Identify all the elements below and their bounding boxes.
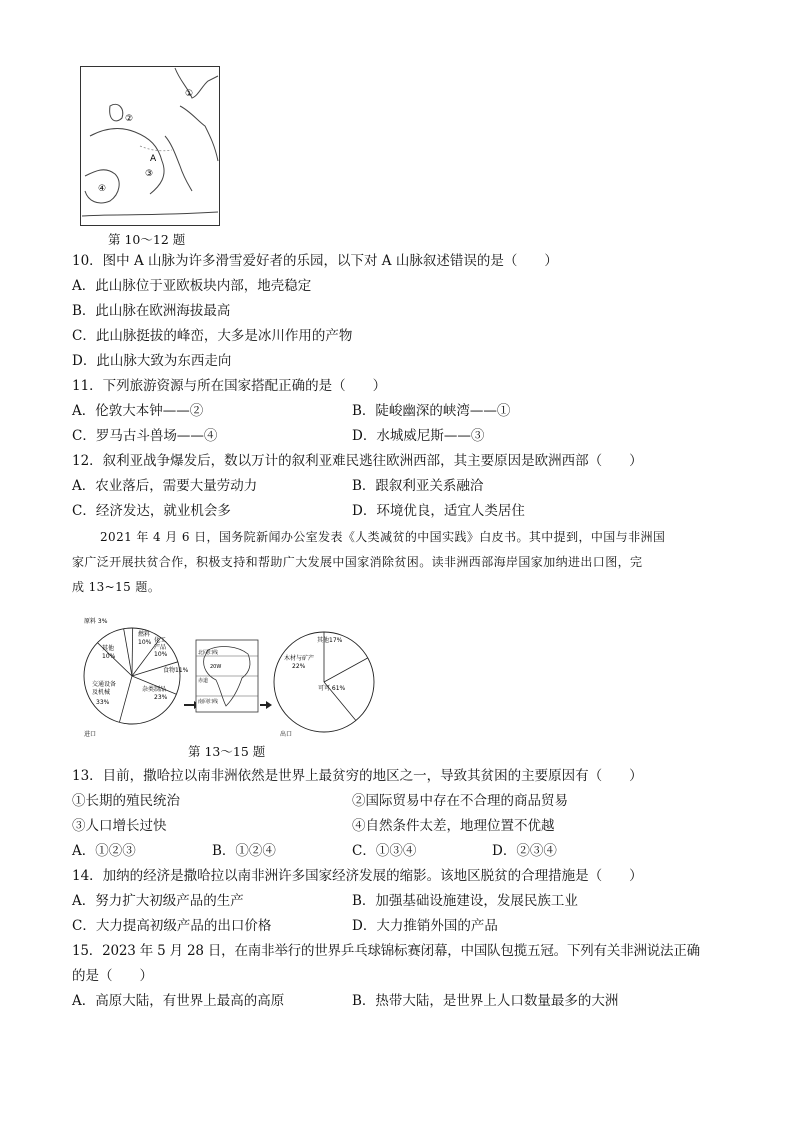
q15-stem-line-2: 的是（ ） <box>72 968 153 984</box>
q10-stem: 10．图中 A 山脉为许多滑雪爱好者的乐园，以下对 A 山脉叙述错误的是（ ） <box>72 253 558 269</box>
intro-line-1: 2021 年 4 月 6 日，国务院新闻办公室发表《人类减贫的中国实践》白皮书。其中提到，中国与非洲国 <box>100 530 666 544</box>
q12-stem: 12．叙利亚战争爆发后，数以万计的叙利亚难民逃往欧洲西部，其主要原因是欧洲西部（ ） <box>72 453 643 469</box>
q14-option-b: B．加强基础设施建设，发展民族工业 <box>352 893 578 909</box>
import-title: 进口 <box>84 731 97 738</box>
q13-item-2: ②国际贸易中存在不合理的商品贸易 <box>352 793 568 809</box>
q15-stem-line-1: 15．2023 年 5 月 28 日，在南非举行的世界乒乓球锦标赛闭幕，中国队包揽五冠。下列有关非洲说法正确 <box>72 943 700 959</box>
export-label-wood-2: 22% <box>292 663 306 670</box>
q13-option-c: C．①③④ <box>352 843 417 859</box>
arrow-2-head <box>266 701 272 709</box>
africa-map <box>196 640 258 712</box>
q10-option-a: A．此山脉位于亚欧板块内部，地壳稳定 <box>72 278 312 294</box>
import-label-trans-2: 及机械 <box>92 689 111 696</box>
map-label-a: A <box>150 154 157 164</box>
q13-option-a: A．①②③ <box>72 843 136 859</box>
q13-option-b: B．①②④ <box>212 843 276 859</box>
africa-label-tropic-s: 南回归线 <box>198 699 219 705</box>
intro-line-2: 家广泛开展扶贫合作，积极支持和帮助广大发展中国家消除贫困。读非洲西部海岸国家加纳进出口图，完 <box>72 555 643 569</box>
map-label-2: ② <box>125 114 134 124</box>
q12-option-c: C．经济发达，就业机会多 <box>72 503 231 519</box>
europe-map <box>80 66 220 226</box>
map-label-3: ③ <box>145 169 154 179</box>
import-label-fuel: 燃料 <box>138 631 151 638</box>
export-pie <box>274 632 374 732</box>
import-label-other-pct: 10% <box>102 653 116 660</box>
import-label-raw: 原料 3% <box>84 618 108 625</box>
q10-option-d: D．此山脉大致为东西走向 <box>72 353 232 369</box>
q10-option-b: B．此山脉在欧洲海拔最高 <box>72 303 231 319</box>
import-label-misc-pct: 23% <box>154 694 168 701</box>
q13-option-d: D．②③④ <box>492 843 557 859</box>
import-label-fuel-pct: 10% <box>138 639 152 646</box>
import-label-chem-pct: 10% <box>154 651 168 658</box>
map-label-4: ④ <box>98 184 107 194</box>
export-label-cocoa: 可可 61% <box>318 685 346 692</box>
export-label-wood-1: 木材与矿产 <box>284 655 315 662</box>
q15-option-b: B．热带大陆，是世界上人口数量最多的大洲 <box>352 993 619 1009</box>
q11-option-d: D．水城威尼斯——③ <box>352 428 485 444</box>
q11-option-a: A．伦敦大本钟——② <box>72 403 204 419</box>
map1-caption: 第 10～12 题 <box>108 232 186 247</box>
q12-option-b: B．跟叙利亚关系融洽 <box>352 478 484 494</box>
africa-label-equator: 赤道 <box>198 678 209 684</box>
q13-item-4: ④自然条件太差，地理位置不优越 <box>352 818 555 834</box>
trade-figure-svg <box>80 612 380 742</box>
export-title: 出口 <box>280 731 293 738</box>
q14-option-a: A．努力扩大初级产品的生产 <box>72 893 244 909</box>
import-label-trans-pct: 33% <box>96 699 110 706</box>
import-label-other: 其他 <box>102 645 115 652</box>
q15-option-a: A．高原大陆，有世界上最高的高原 <box>72 993 285 1009</box>
import-label-misc: 杂类制品 <box>142 686 167 693</box>
europe-map-drawing <box>80 66 220 226</box>
import-label-chem-1: 化工 <box>154 637 167 644</box>
import-label-trans-1: 交通设备 <box>92 681 117 688</box>
q12-option-d: D．环境优良，适宜人类居住 <box>352 503 525 519</box>
intro-line-3: 成 13~15 题。 <box>72 580 161 594</box>
q14-option-d: D．大力推销外国的产品 <box>352 918 498 934</box>
q14-option-c: C．大力提高初级产品的出口价格 <box>72 918 272 934</box>
q11-option-c: C．罗马古斗兽场——④ <box>72 428 218 444</box>
trade-figure <box>80 612 380 742</box>
q13-item-3: ③人口增长过快 <box>72 818 167 834</box>
q11-option-b: B．陡峻幽深的峡湾——① <box>352 403 511 419</box>
q12-option-a: A．农业落后，需要大量劳动力 <box>72 478 258 494</box>
africa-label-20w: 20W <box>210 664 222 670</box>
import-label-chem-2: 产品 <box>154 644 167 651</box>
q10-option-c: C．此山脉挺拔的峰峦，大多是冰川作用的产物 <box>72 328 353 344</box>
q14-stem: 14．加纳的经济是撒哈拉以南非洲许多国家经济发展的缩影。该地区脱贫的合理措施是（ ） <box>72 868 643 884</box>
export-label-other: 其他17% <box>317 637 343 644</box>
africa-label-tropic-n: 北回归线 <box>198 650 219 656</box>
import-label-food: 食物11% <box>163 667 189 674</box>
q13-stem: 13．目前，撒哈拉以南非洲依然是世界上最贫穷的地区之一，导致其贫困的主要原因有（ ） <box>72 768 643 784</box>
q11-stem: 11．下列旅游资源与所在国家搭配正确的是（ ） <box>72 378 387 394</box>
map-label-1: ① <box>185 89 194 99</box>
q13-item-1: ①长期的殖民统治 <box>72 793 180 809</box>
figure2-caption: 第 13～15 题 <box>188 744 266 759</box>
